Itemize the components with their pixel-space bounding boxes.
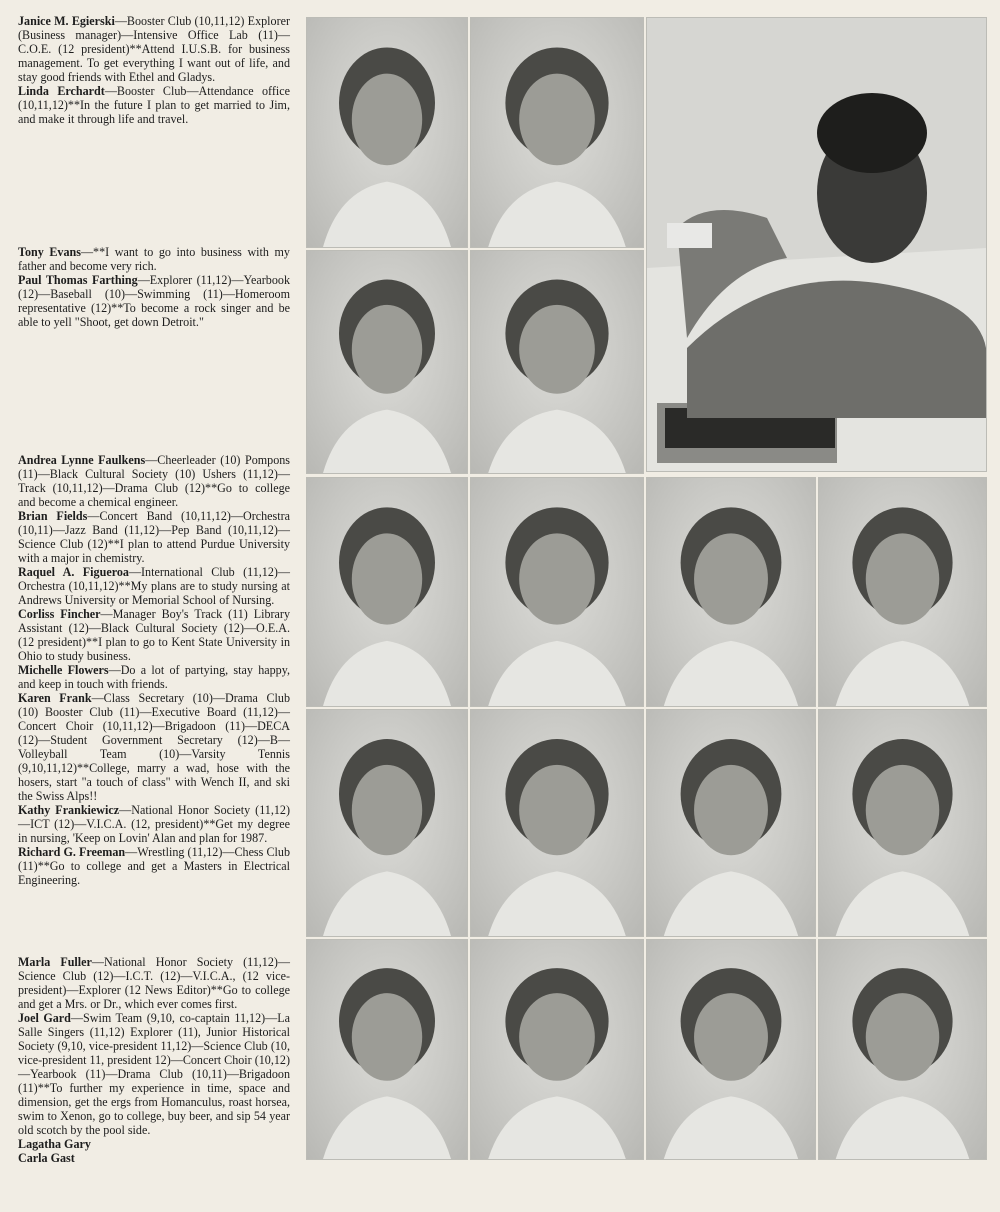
bio-entry <box>18 14 290 84</box>
bio-entry <box>18 245 290 273</box>
student-bio: —Cheerleader (10) Pompons (11)—Black Cultural Society (10) Ushers (11,12)—Track (10,11,12)—Drama Club (12)**Go to college and become a chemical engineer. <box>18 453 290 509</box>
portrait-photo <box>818 939 987 1160</box>
student-name: Andrea Lynne Faulkens <box>18 453 146 467</box>
student-bio: —Explorer (11,12)—Yearbook (12)—Baseball (10)—Swimming (11)—Homeroom representative (12)**To become a rock singer and be able to yell "Shoot, get down Detroit." <box>18 273 290 329</box>
portrait-photo <box>306 17 468 248</box>
bio-entry <box>18 509 290 565</box>
student-name: Brian Fields <box>18 509 88 523</box>
bio-entry <box>18 845 290 887</box>
portrait-photo <box>646 709 816 937</box>
bio-entry <box>18 607 290 663</box>
bio-entry <box>18 84 290 126</box>
bio-entry <box>18 803 290 845</box>
student-bio: —Do a lot of partying, stay happy, and keep in touch with friends. <box>18 663 290 691</box>
bio-entry <box>18 565 290 607</box>
student-bio: —International Club (11,12)—Orchestra (10,11,12)**My plans are to study nursing at Andrews University or Memorial School of Nursing. <box>18 565 290 607</box>
student-bio: —National Honor Society (11,12)—Science Club (12)—I.C.T. (12)—V.I.C.A., (12 vice-president)—Explorer (12 News Editor)**Go to college and get a Mrs. or Dr., which ever comes first. <box>18 955 290 1011</box>
bio-entry <box>18 691 290 803</box>
student-name: Carla Gast <box>18 1151 75 1165</box>
student-name: Kathy Frankiewicz <box>18 803 120 817</box>
bio-entry <box>18 273 290 329</box>
portrait-photo <box>306 939 468 1160</box>
student-name: Karen Frank <box>18 691 92 705</box>
portrait-photo <box>818 709 987 937</box>
bio-entry <box>18 663 290 691</box>
student-name: Tony Evans <box>18 245 81 259</box>
portrait-photo <box>470 477 644 707</box>
portrait-photo <box>818 477 987 707</box>
student-bio: —National Honor Society (11,12)—ICT (12)—V.I.C.A. (12, president)**Get my degree in nursing, 'Keep on Lovin' Alan and plan for 1987. <box>18 803 290 845</box>
portrait-photo <box>306 477 468 707</box>
student-bio: —Booster Club—Attendance office (10,11,12)**In the future I plan to get married to Jim, and make it through life and travel. <box>18 84 290 126</box>
portrait-photo <box>470 17 644 248</box>
student-bio: —Swim Team (9,10, co-captain 11,12)—La Salle Singers (11,12) Explorer (11), Junior Historical Society (9,10, vice-president 11,12)—Science Club (10, vice-president 11, president 12)—Concert Choir (10,12)—Yearbook (11)—Drama Club (10,11)—Brigadoon (11)**To further my experience in time, space and dimension, get the ergs from Homanculus, roast horsea, swim to Xenon, go to college, buy beer, and sip 54 year old scotch by the pool side. <box>18 1011 290 1137</box>
student-bio: —Manager Boy's Track (11) Library Assistant (12)—Black Cultural Society (12)—O.E.A. (12 president)**I plan to go to Kent State University in Ohio to study business. <box>18 607 290 663</box>
bio-entry <box>18 1151 290 1165</box>
bio-entry <box>18 955 290 1011</box>
portrait-photo <box>470 709 644 937</box>
student-name: Janice M. Egierski <box>18 14 115 28</box>
portrait-photo <box>470 939 644 1160</box>
portrait-photo <box>646 939 816 1160</box>
bio-entry <box>18 1137 290 1151</box>
candid-photo <box>646 17 987 472</box>
student-name: Marla Fuller <box>18 955 92 969</box>
text-block-1 <box>18 14 290 126</box>
student-name: Lagatha Gary <box>18 1137 91 1151</box>
portrait-photo <box>306 250 468 474</box>
text-block-2 <box>18 245 290 329</box>
student-bio: —Class Secretary (10)—Drama Club (10) Booster Club (11)—Executive Board (11,12)—Concert Choir (10,11,12)—Brigadoon (11)—DECA (12)—Student Government Secretary (12)—B—Volleyball Team (10)—Varsity Tennis (9,10,11,12)**College, marry a wad, hose with the hosers, start "a touch of class" with Wench II, and ski the Swiss Alps!! <box>18 691 290 803</box>
student-bio: —Booster Club (10,11,12) Explorer (Business manager)—Intensive Office Lab (11)—C.O.E. (12 president)**Attend I.U.S.B. for business management. To get everything I want out of life, and stay good friends with Ethel and Gladys. <box>18 14 290 84</box>
bio-entry <box>18 453 290 509</box>
student-bio: —Concert Band (10,11,12)—Orchestra (10,11)—Jazz Band (11,12)—Pep Band (10,11,12)—Science Club (12)**I plan to attend Purdue University with a major in chemistry. <box>18 509 291 565</box>
bio-entry <box>18 1011 290 1137</box>
student-bio: —**I want to go into business with my father and become very rich. <box>18 245 290 273</box>
student-name: Richard G. Freeman <box>18 845 126 859</box>
student-bio: —Wrestling (11,12)—Chess Club (11)**Go to college and get a Masters in Electrical Engineering. <box>18 845 290 887</box>
portrait-photo <box>470 250 644 474</box>
student-name: Linda Erchardt <box>18 84 105 98</box>
student-name: Paul Thomas Farthing <box>18 273 138 287</box>
portrait-photo <box>646 477 816 707</box>
text-block-4 <box>18 955 290 1165</box>
student-name: Raquel A. Figueroa <box>18 565 129 579</box>
student-name: Michelle Flowers <box>18 663 109 677</box>
portrait-photo <box>306 709 468 937</box>
student-name: Joel Gard <box>18 1011 71 1025</box>
student-name: Corliss Fincher <box>18 607 101 621</box>
text-block-3 <box>18 453 290 887</box>
